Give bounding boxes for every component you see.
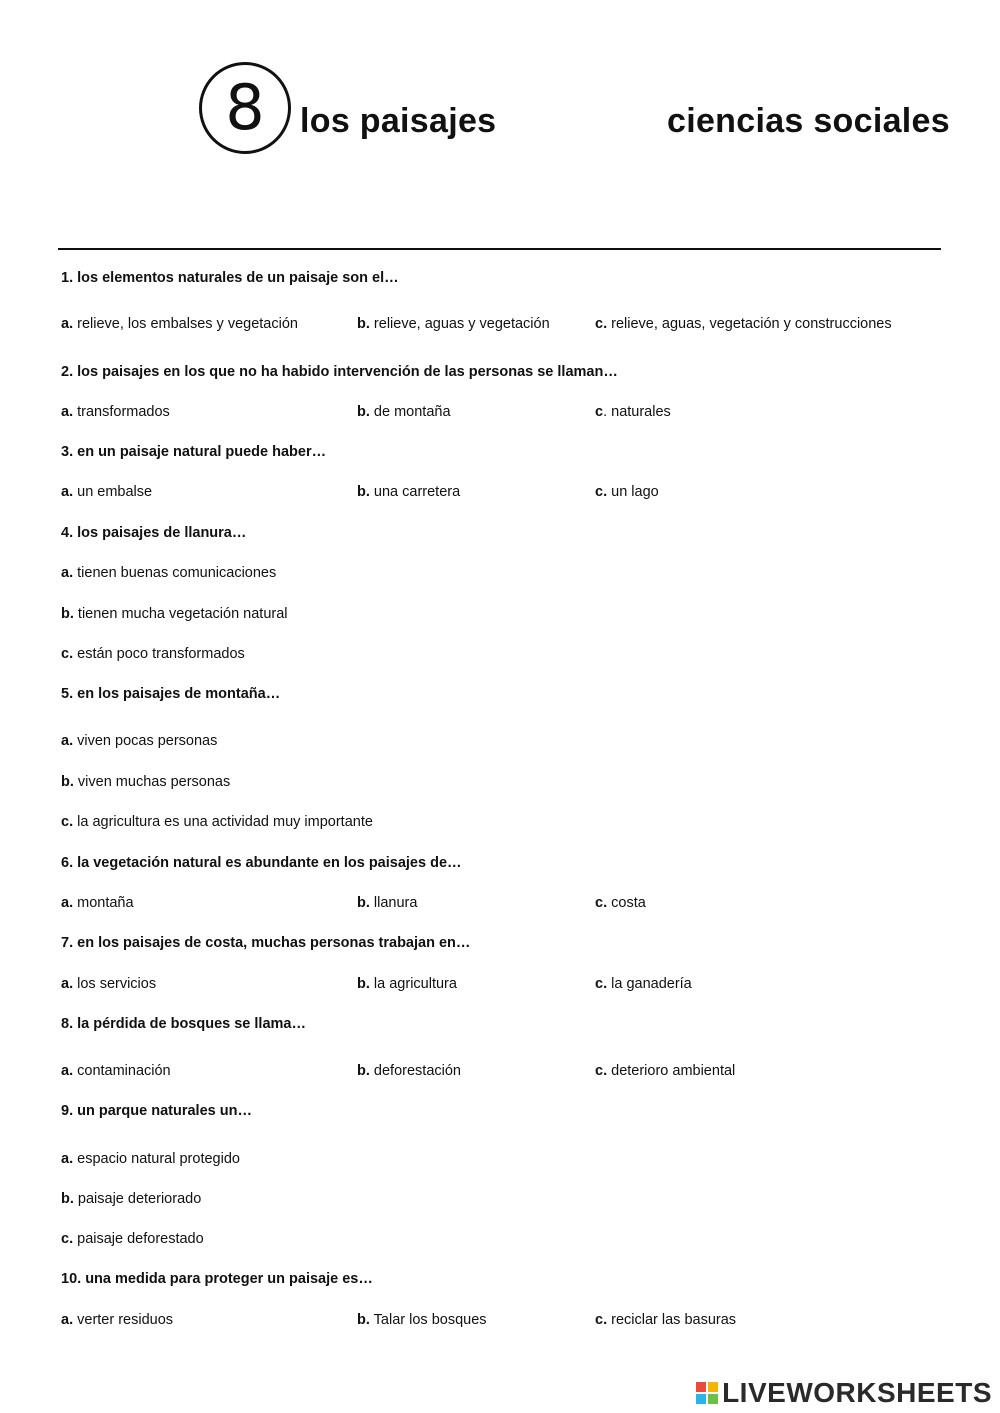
option-6a[interactable]: a. montaña <box>61 895 134 911</box>
question-3: 3. en un paisaje natural puede haber… <box>61 444 327 460</box>
question-6: 6. la vegetación natural es abundante en los paisajes de… <box>61 855 462 871</box>
option-3b[interactable]: b. una carretera <box>357 484 461 500</box>
header-divider <box>58 248 941 250</box>
option-4b[interactable]: b. tienen mucha vegetación natural <box>61 606 288 622</box>
worksheet-header <box>0 0 1000 260</box>
option-6b[interactable]: b. llanura <box>357 895 418 911</box>
option-9c[interactable]: c. paisaje deforestado <box>61 1231 204 1247</box>
option-10b[interactable]: b. Talar los bosques <box>357 1312 487 1328</box>
question-5: 5. en los paisajes de montaña… <box>61 686 281 702</box>
liveworksheets-wordmark: LIVEWORKSHEETS <box>722 1377 992 1408</box>
liveworksheets-brand[interactable] <box>696 1377 992 1409</box>
worksheet-title: los paisajes <box>300 102 497 140</box>
question-4: 4. los paisajes de llanura… <box>61 525 247 541</box>
unit-number-badge <box>199 62 291 154</box>
option-2b[interactable]: b. de montaña <box>357 404 451 420</box>
question-7: 7. en los paisajes de costa, muchas personas trabajan en… <box>61 935 471 951</box>
option-6c[interactable]: c. costa <box>595 895 646 911</box>
option-7c[interactable]: c. la ganadería <box>595 976 692 992</box>
option-2c[interactable]: c. naturales <box>595 404 671 420</box>
option-9b[interactable]: b. paisaje deteriorado <box>61 1191 202 1207</box>
subject-title: ciencias sociales <box>667 102 950 140</box>
option-10c[interactable]: c. reciclar las basuras <box>595 1312 737 1328</box>
option-3a[interactable]: a. un embalse <box>61 484 153 500</box>
option-10a[interactable]: a. verter residuos <box>61 1312 174 1328</box>
option-7a[interactable]: a. los servicios <box>61 976 157 992</box>
option-1b[interactable]: b. relieve, aguas y vegetación <box>357 316 550 332</box>
option-8a[interactable]: a. contaminación <box>61 1063 171 1079</box>
option-5b[interactable]: b. viven muchas personas <box>61 774 231 790</box>
liveworksheets-logo-icon <box>696 1382 718 1404</box>
unit-number: 8 <box>225 71 265 144</box>
option-4c[interactable]: c. están poco transformados <box>61 646 245 662</box>
option-7b[interactable]: b. la agricultura <box>357 976 457 992</box>
question-10: 10. una medida para proteger un paisaje es… <box>61 1271 373 1287</box>
option-8c[interactable]: c. deterioro ambiental <box>595 1063 736 1079</box>
question-1: 1. los elementos naturales de un paisaje son el… <box>61 270 399 286</box>
option-5a[interactable]: a. viven pocas personas <box>61 733 218 749</box>
question-9: 9. un parque naturales un… <box>61 1103 252 1119</box>
option-8b[interactable]: b. deforestación <box>357 1063 461 1079</box>
option-9a[interactable]: a. espacio natural protegido <box>61 1151 240 1167</box>
option-3c[interactable]: c. un lago <box>595 484 659 500</box>
option-1c[interactable]: c. relieve, aguas, vegetación y construcciones <box>595 316 892 332</box>
question-2: 2. los paisajes en los que no ha habido intervención de las personas se llaman… <box>61 364 618 380</box>
option-1a[interactable]: a. relieve, los embalses y vegetación <box>61 316 298 332</box>
option-5c[interactable]: c. la agricultura es una actividad muy importante <box>61 814 373 830</box>
option-4a[interactable]: a. tienen buenas comunicaciones <box>61 565 277 581</box>
option-2a[interactable]: a. transformados <box>61 404 170 420</box>
question-8: 8. la pérdida de bosques se llama… <box>61 1016 306 1032</box>
